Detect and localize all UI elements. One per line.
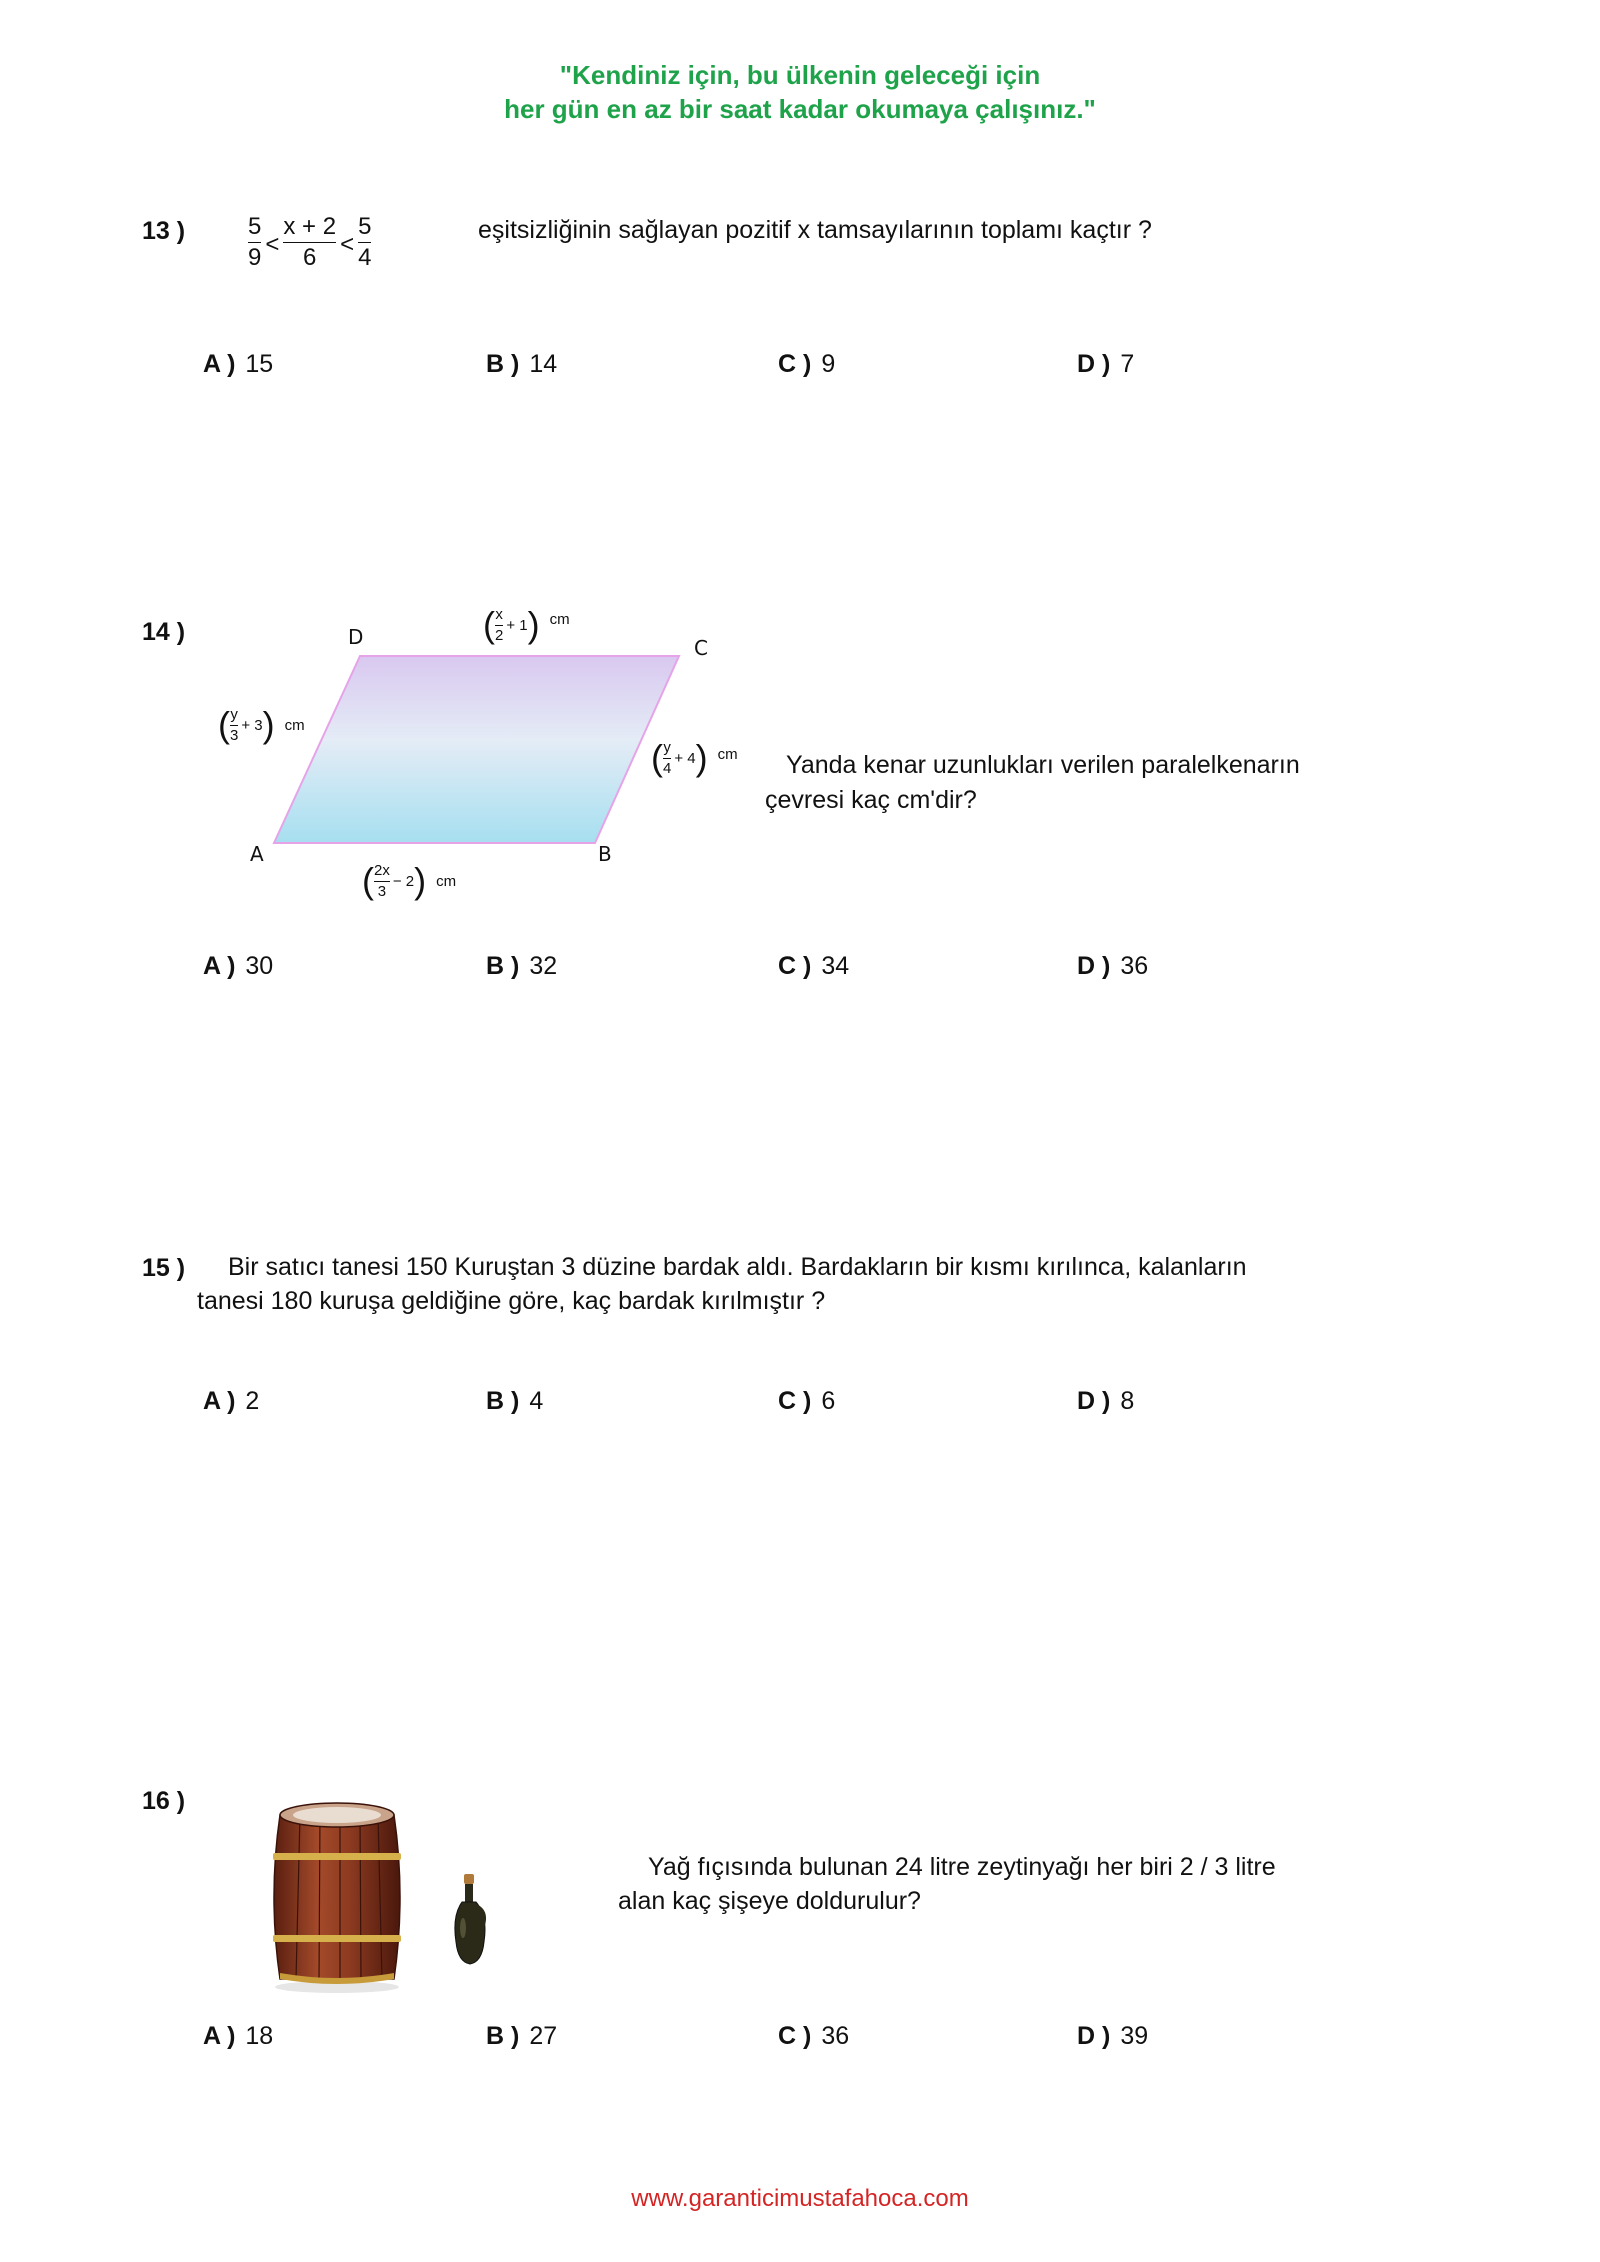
inequality-expression: [248, 214, 371, 271]
vertex-c-label: C: [694, 636, 708, 660]
side-term: − 2: [392, 872, 415, 890]
numerator: y: [230, 705, 238, 723]
option-value: 32: [529, 952, 558, 980]
option-value: 36: [821, 2022, 850, 2050]
denominator: 6: [303, 244, 317, 271]
denominator: 9: [248, 244, 262, 271]
denominator: 3: [377, 882, 387, 900]
option-c[interactable]: [778, 1387, 835, 1416]
side-term: + 3: [241, 716, 263, 734]
vertex-a-label: A: [250, 842, 264, 866]
option-a[interactable]: [203, 1387, 259, 1416]
question-text-line-2: çevresi kaç cm'dir?: [765, 786, 977, 814]
option-value: 8: [1120, 1387, 1135, 1415]
option-label: C ): [778, 952, 812, 980]
right-side-label: ( $\frac{y}{4}$ + 4 ) cm: [651, 737, 738, 778]
motto-line-1: "Kendiniz için, bu ülkenin geleceği için: [559, 60, 1041, 90]
side-term: + 4: [674, 749, 696, 767]
question-number: 16 ): [142, 1787, 186, 1815]
option-d[interactable]: [1077, 952, 1148, 981]
option-label: B ): [486, 1387, 520, 1415]
unit-label: cm: [549, 610, 570, 628]
option-label: C ): [778, 350, 812, 378]
option-d[interactable]: [1077, 2022, 1148, 2051]
unit-label: cm: [717, 745, 738, 763]
parallelogram-shape: [274, 656, 679, 843]
option-label: A ): [203, 1387, 236, 1415]
barrel-icon: [262, 1797, 412, 1997]
oil-bottle-icon: [448, 1872, 492, 1968]
motto-header: [0, 58, 1600, 126]
question-text-line-1: Yanda kenar uzunlukları verilen paralelkenarın: [786, 751, 1300, 779]
option-value: 4: [529, 1387, 544, 1415]
option-value: 2: [245, 1387, 260, 1415]
option-c[interactable]: [778, 952, 849, 981]
denominator: 3: [230, 726, 239, 744]
option-value: 15: [245, 350, 274, 378]
question-text-line-2: alan kaç şişeye doldurulur?: [618, 1887, 921, 1915]
option-b[interactable]: [486, 350, 557, 379]
motto-line-2: her gün en az bir saat kadar okumaya çalışınız.": [504, 94, 1096, 124]
option-label: B ): [486, 952, 520, 980]
option-b[interactable]: [486, 2022, 557, 2051]
numerator: x + 2: [283, 213, 337, 240]
question-text: eşitsizliğinin sağlayan pozitif x tamsayılarının toplamı kaçtır ?: [478, 216, 1152, 244]
fraction-5-4: [358, 214, 371, 271]
option-label: A ): [203, 952, 236, 980]
option-label: C ): [778, 2022, 812, 2050]
option-value: 7: [1120, 350, 1135, 378]
fraction-x-plus-2-over-6: [283, 214, 336, 271]
unit-label: cm: [284, 716, 305, 734]
option-d[interactable]: [1077, 1387, 1134, 1416]
question-text-line-2: tanesi 180 kuruşa geldiğine göre, kaç bardak kırılmıştır ?: [197, 1287, 826, 1315]
option-label: C ): [778, 1387, 812, 1415]
vertex-d-label: D: [348, 625, 364, 649]
option-c[interactable]: [778, 350, 835, 379]
top-side-label: ( $\frac{x}{2}$ + 1 ) cm: [483, 604, 570, 645]
numerator: 5: [248, 213, 262, 240]
numerator: 5: [358, 213, 372, 240]
question-text-line-1: Bir satıcı tanesi 150 Kuruştan 3 düzine bardak aldı. Bardakların bir kısmı kırılınca, kalanların: [228, 1253, 1247, 1281]
numerator: y: [663, 738, 671, 756]
question-number: 13 ): [142, 217, 186, 245]
option-value: 27: [529, 2022, 558, 2050]
option-value: 34: [821, 952, 850, 980]
option-label: B ): [486, 350, 520, 378]
left-side-label: ( $\frac{y}{3}$ + 3 ) cm: [218, 704, 305, 745]
option-a[interactable]: [203, 350, 273, 379]
option-value: 14: [529, 350, 558, 378]
unit-label: cm: [436, 872, 457, 890]
side-term: + 1: [506, 616, 528, 634]
less-than-sign: <: [265, 230, 280, 258]
option-label: D ): [1077, 2022, 1111, 2050]
question-number: 14 ): [142, 618, 186, 646]
option-label: D ): [1077, 952, 1111, 980]
option-value: 39: [1120, 2022, 1149, 2050]
question-number: 15 ): [142, 1254, 186, 1282]
denominator: 4: [358, 244, 372, 271]
question-text-line-1: Yağ fıçısında bulunan 24 litre zeytinyağı her biri 2 / 3 litre: [648, 1853, 1276, 1881]
fraction-5-9: [248, 214, 261, 271]
option-label: A ): [203, 2022, 236, 2050]
less-than-sign: <: [340, 230, 355, 258]
option-value: 36: [1120, 952, 1149, 980]
option-value: 6: [821, 1387, 836, 1415]
option-b[interactable]: [486, 952, 557, 981]
vertex-b-label: B: [598, 842, 612, 866]
bottom-side-label: ( $\frac{2x}{3}$ − 2 ) cm: [362, 860, 457, 901]
option-value: 9: [821, 350, 836, 378]
option-label: D ): [1077, 350, 1111, 378]
numerator: x: [495, 605, 503, 623]
option-b[interactable]: [486, 1387, 543, 1416]
option-a[interactable]: [203, 2022, 273, 2051]
option-d[interactable]: [1077, 350, 1134, 379]
denominator: 2: [495, 626, 504, 644]
option-a[interactable]: [203, 952, 273, 981]
option-label: A ): [203, 350, 236, 378]
numerator: 2x: [374, 861, 390, 879]
denominator: 4: [663, 759, 672, 777]
option-value: 18: [245, 2022, 274, 2050]
option-label: B ): [486, 2022, 520, 2050]
option-value: 30: [245, 952, 274, 980]
option-label: D ): [1077, 1387, 1111, 1415]
option-c[interactable]: [778, 2022, 849, 2051]
footer-url[interactable]: www.garanticimustafahoca.com: [631, 2185, 969, 2212]
